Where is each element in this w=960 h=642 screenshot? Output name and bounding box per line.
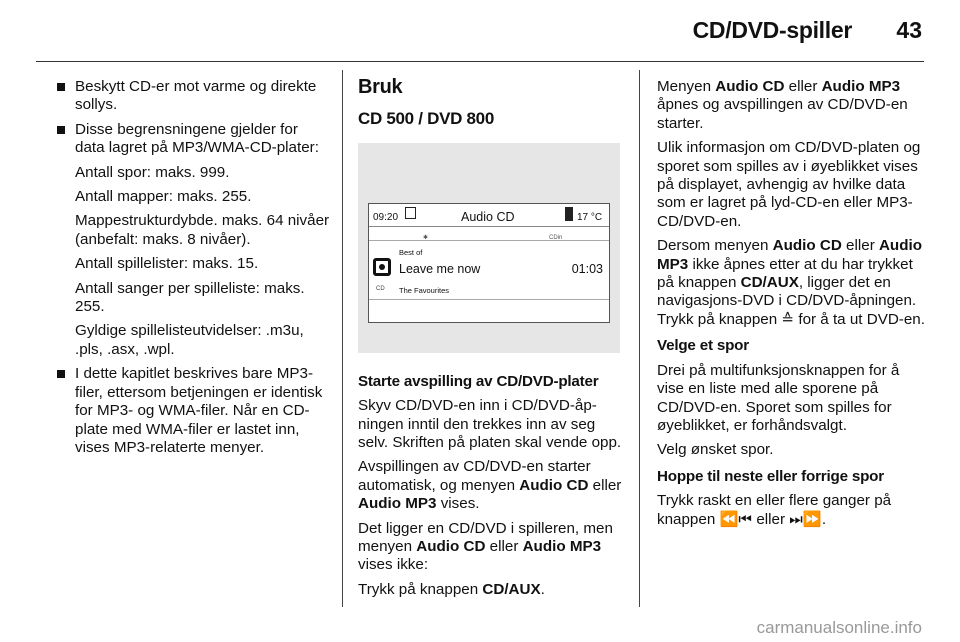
temperature-text: 17 °C xyxy=(577,211,603,223)
source-text: CDin xyxy=(549,234,563,241)
header-rule xyxy=(36,61,924,62)
column-2 xyxy=(358,78,628,605)
column-1 xyxy=(55,78,330,463)
column-divider-2 xyxy=(639,70,640,607)
bullet-list xyxy=(55,78,330,457)
paragraph: Dersom menyen Audio CD eller Audio MP3 ikke åpnes etter at du har trykket på knappen CD/AUX, ligger det en navigasjons-DVD i CD/DVD-åpningen. Trykk på knappen ≙ for å ta ut DVD-en. xyxy=(657,237,925,328)
track-time: 01:03 xyxy=(571,261,603,276)
bullet-item xyxy=(55,365,330,457)
watermark: carmanualsonline.info xyxy=(756,618,922,637)
eject-icon: ≙ xyxy=(781,310,795,328)
phone-icon xyxy=(565,207,573,221)
paragraph: Trykk på knappen CD/AUX. xyxy=(358,580,545,598)
limit-item: Gyldige spillelisteutvidelser: .m3u, .pls, .asx, .wpl. xyxy=(75,322,304,358)
skip-track-heading: Hoppe til neste eller forrige spor xyxy=(657,467,884,485)
repeat-icon xyxy=(405,207,416,219)
status-bar xyxy=(369,204,609,227)
paragraph: Ulik informasjon om CD/DVD-platen og sporet som spilles av i øyeblikket vises på displayet, avhengig av hvilke data som er lagret på lyd-CD-en eller MP3-CD/DVD-en. xyxy=(657,139,921,230)
start-playback-heading: Starte avspilling av CD/DVD-plater xyxy=(358,372,599,390)
screen-bottom-divider xyxy=(369,299,609,300)
cd-icon xyxy=(373,258,391,276)
cd-label: CD xyxy=(376,285,385,292)
header-title: CD/DVD-spiller xyxy=(692,17,852,43)
screen-title: Audio CD xyxy=(461,209,515,224)
bullet-item xyxy=(55,78,330,115)
paragraph: Trykk raskt en eller flere ganger på knappen ⏪⏮ eller ⏭⏩. xyxy=(657,492,892,528)
paragraph: Drei på multifunksjonsknappen for å vise en liste med alle sporene på CD/DVD-en. Sporet som spilles for øyeblikket, er forhåndsvalgt. xyxy=(657,361,900,434)
next-track-icon: ⏭⏩ xyxy=(789,510,822,528)
column-divider-1 xyxy=(342,70,343,607)
limit-item: Antall spillelister: maks. 15. xyxy=(75,255,259,273)
limit-item: Antall sanger per spilleliste: maks. 255. xyxy=(75,279,305,316)
paragraph: Menyen Audio CD eller Audio MP3 åpnes og avspillingen av CD/DVD-en starter. xyxy=(657,78,908,132)
bullet-text: I dette kapitlet beskrives bare MP3-filer, ettersom betjeningen er identisk for MP3- og WMA-filer. Når en CD-plate med WMA-filer er lastet inn, vises MP3-relaterte menyer. xyxy=(75,365,323,456)
section-heading: Bruk xyxy=(358,76,403,98)
next-track-text: The Favourites xyxy=(399,285,450,295)
display-screen xyxy=(368,203,610,323)
limit-item: Antall spor: maks. 999. xyxy=(75,163,230,181)
list-header-text: Best of xyxy=(399,247,423,257)
paragraph: Skyv CD/DVD-en inn i CD/DVD-åpningen inntil den trekkes inn av seg selv. Skriften på platen skal vende opp. xyxy=(358,397,622,452)
bullet-item xyxy=(55,121,330,359)
page-number: 43 xyxy=(896,17,922,43)
bullet-text: Disse begrensningene gjelder for data lagret på MP3/WMA-CD-plater: xyxy=(75,120,319,157)
bluetooth-icon: ✱ xyxy=(423,234,429,241)
paragraph: Velg ønsket spor. xyxy=(657,441,774,459)
display-illustration xyxy=(358,143,620,353)
info-row xyxy=(369,226,609,241)
paragraph: Avspillingen av CD/DVD-en starter automatisk, og menyen Audio CD eller Audio MP3 vises. xyxy=(358,458,622,513)
column-3 xyxy=(657,78,929,535)
track-title: Leave me now xyxy=(399,261,481,276)
limit-item: Antall mapper: maks. 255. xyxy=(75,188,252,206)
select-track-heading: Velge et spor xyxy=(657,337,749,355)
bullet-text: Beskytt CD-er mot varme og direkte sollys. xyxy=(75,78,317,114)
previous-track-icon: ⏪⏮ xyxy=(719,510,753,528)
paragraph: Det ligger en CD/DVD i spilleren, men menyen Audio CD eller Audio MP3 vises ikke: xyxy=(358,519,613,574)
section-subheading: CD 500 / DVD 800 xyxy=(358,109,494,129)
limit-item: Mappestrukturdybde. maks. 64 nivåer (anbefalt: maks. 8 nivåer). xyxy=(75,212,330,248)
clock-text: 09:20 xyxy=(373,211,399,223)
limits-list xyxy=(75,164,330,360)
